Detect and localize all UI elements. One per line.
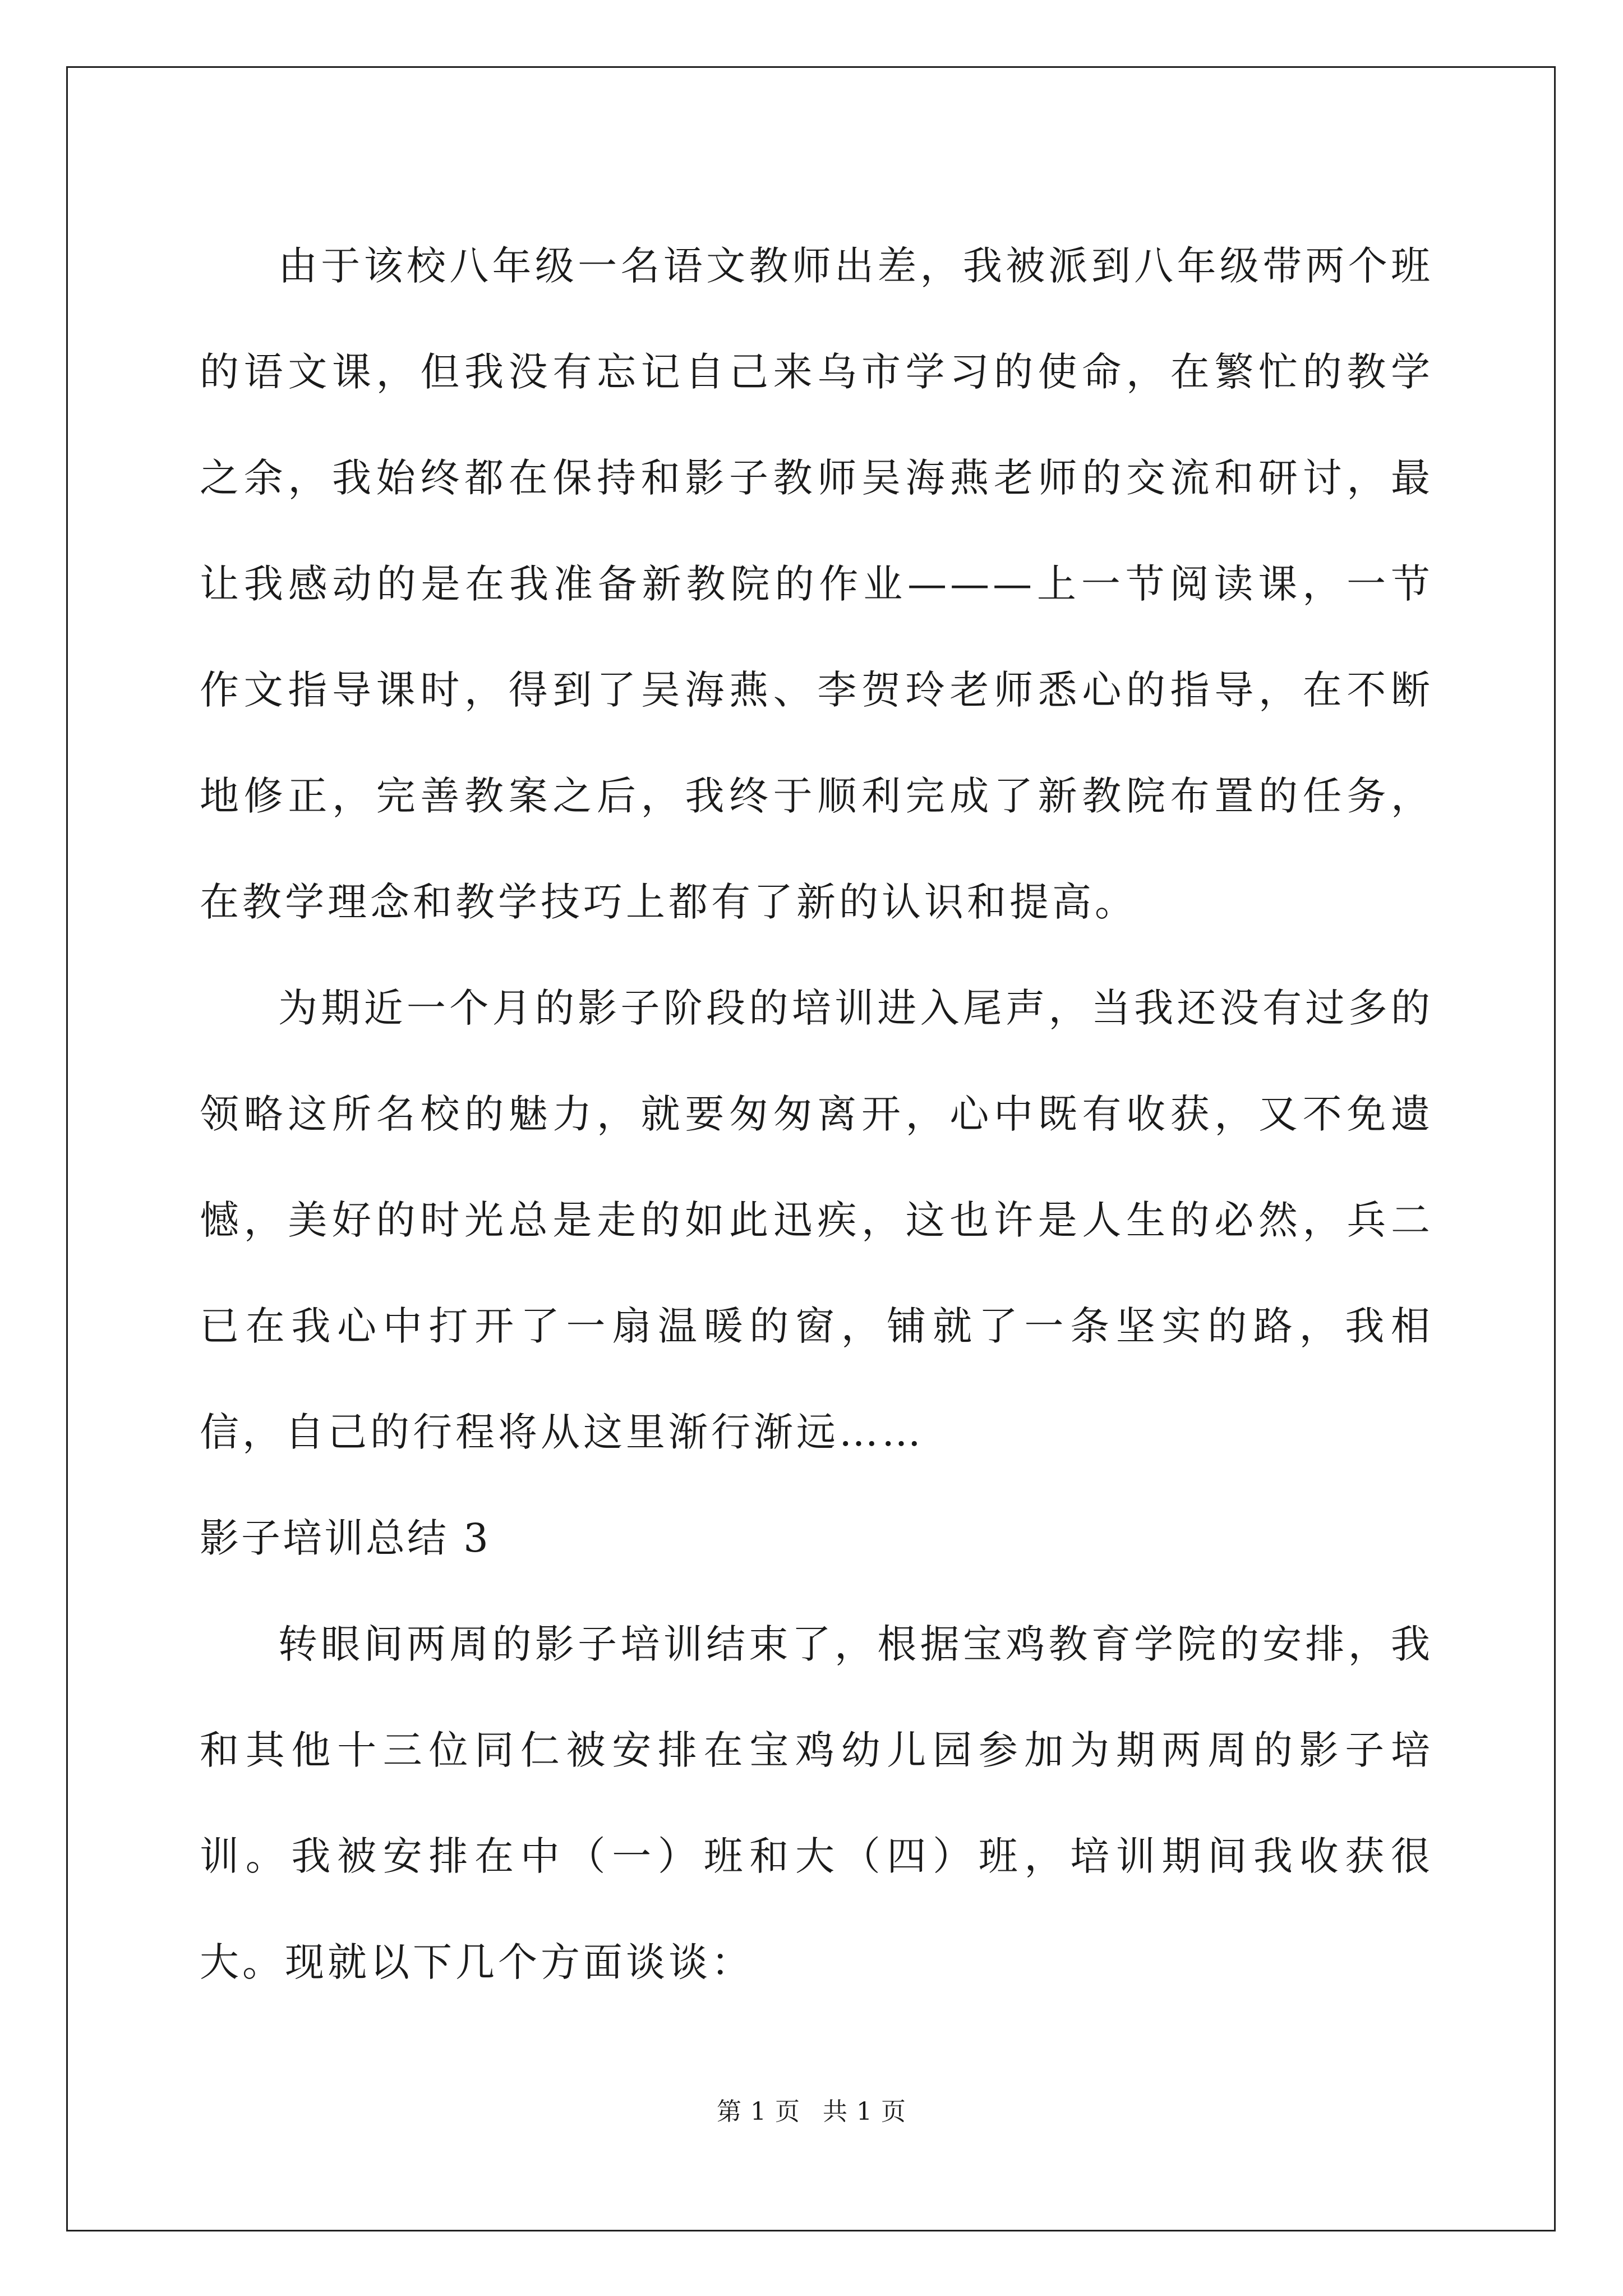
section-heading: 影子培训总结 3 — [200, 1515, 491, 1561]
page-footer — [0, 2091, 1623, 2127]
paragraph-3: 转眼间两周的影子培训结束了，根据宝鸡教育学院的安排，我和其他十三位同仁被安排在宝鸡幼儿园参加为期两周的影子培训。我被安排在中（一）班和大（四）班，培训期间我收获很大。现就以下几个方面谈谈： — [200, 1621, 1433, 1985]
paragraph-2: 为期近一个月的影子阶段的培训进入尾声，当我还没有过多的领略这所名校的魅力，就要匆匆离开，心中既有收获，又不免遗憾，美好的时光总是走的如此迅疾，这也许是人生的必然，兵二已在我心中打开了一扇温暖的窗，铺就了一条坚实的路，我相信，自己的行程将从这里渐行渐远…… — [200, 985, 1433, 1455]
document-body — [200, 213, 1433, 2016]
page-number-total: 共 1 页 — [823, 2097, 906, 2126]
page-number-current: 第 1 页 — [717, 2097, 800, 2126]
paragraph-1: 由于该校八年级一名语文教师出差，我被派到八年级带两个班的语文课，但我没有忘记自己来乌市学习的使命，在繁忙的教学之余，我始终都在保持和影子教师吴海燕老师的交流和研讨，最让我感动的是在我准备新教院的作业———上一节阅读课，一节作文指导课时，得到了吴海燕、李贺玲老师悉心的指导，在不断地修正，完善教案之后，我终于顺利完成了新教院布置的任务，在教学理念和教学技巧上都有了新的认识和提高。 — [200, 243, 1433, 925]
